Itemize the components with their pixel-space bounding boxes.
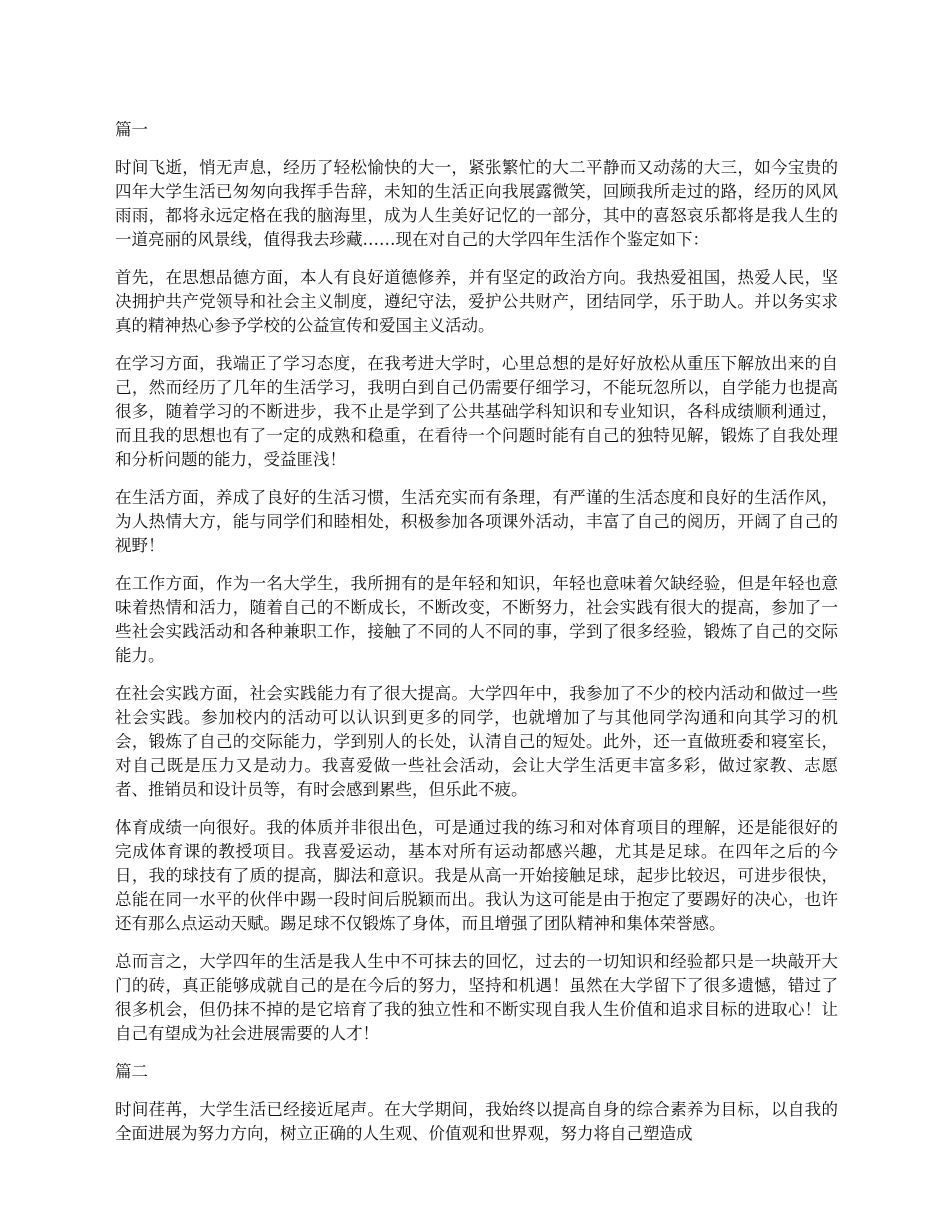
paragraph-summary: 总而言之，大学四年的生活是我人生中不可抹去的回忆，过去的一切知识和经验都只是一块敲开大门的砖，真正能够成就自己的是在今后的努力，坚持和机遇！虽然在大学留下了很多遗憾，错过了很多机会，但仍抹不掉的是它培育了我的独立性和不断实现自我人生价值和追求目标的进取心！让自己有望成为社会进展需要的人才！: [115, 952, 838, 1043]
paragraph-morality: 首先，在思想品德方面，本人有良好道德修养，并有坚定的政治方向。我热爱祖国，热爱人民，坚决拥护共产党领导和社会主义制度，遵纪守法，爱护公共财产，团结同学，乐于助人。并以务实求真的精神热心参予学校的公益宣传和爱国主义活动。: [115, 268, 838, 335]
section-title: 篇二: [115, 1062, 148, 1081]
paragraph-social-practice: 在社会实践方面，社会实践能力有了很大提高。大学四年中，我参加了不少的校内活动和做过一些社会实践。参加校内的活动可以认识到更多的同学，也就增加了与其他同学沟通和向其学习的机会，锻炼了自己的交际能力，学到别人的长处，认清自己的短处。此外，还一直做班委和寝室长，对自己既是压力又是动力。我喜爱做一些社会活动，会让大学生活更丰富多彩，做过家教、志愿者、推销员和设计员等，有时会感到累些，但乐此不疲。: [115, 684, 838, 799]
paragraph-sports: 体育成绩一向很好。我的体质并非很出色，可是通过我的练习和对体育项目的理解，还是能很好的完成体育课的教授项目。我喜爱运动，基本对所有运动都感兴趣，尤其是足球。在四年之后的今日，我的球技有了质的提高，脚法和意识。我是从高一开始接触足球，起步比较迟，可进步很快，总能在同一水平的伙伴中踢一段时间后脱颖而出。我认为这可能是由于抱定了要踢好的决心，也许还有那么点运动天赋。踢足球不仅锻炼了身体，而且增强了团队精神和集体荣誉感。: [115, 818, 838, 933]
paragraph-intro: 时间飞逝，悄无声息，经历了轻松愉快的大一，紧张繁忙的大二平静而又动荡的大三，如今宝贵的四年大学生活已匆匆向我挥手告辞，未知的生活正向我展露微笑，回顾我所走过的路，经历的风风雨雨，都将永远定格在我的脑海里，成为人生美好记忆的一部分，其中的喜怒哀乐都将是我人生的一道亮丽的风景线，值得我去珍藏……现在对自己的大学四年生活作个鉴定如下：: [115, 158, 838, 249]
paragraph-work: 在工作方面，作为一名大学生，我所拥有的是年轻和知识，年轻也意味着欠缺经验，但是年轻也意味着热情和活力，随着自己的不断成长，不断改变，不断努力，社会实践有很大的提高，参加了一些社会实践活动和各种兼职工作，接触了不同的人不同的事，学到了很多经验，锻炼了自己的交际能力。: [115, 574, 838, 665]
section-title: 篇一: [115, 120, 148, 139]
paragraph-intro-2: 时间荏苒，大学生活已经接近尾声。在大学期间，我始终以提高自身的综合素养为目标，以自我的全面进展为努力方向，树立正确的人生观、价值观和世界观，努力将自己塑造成: [115, 1100, 838, 1143]
paragraph-study: 在学习方面，我端正了学习态度，在我考进大学时，心里总想的是好好放松从重压下解放出来的自己，然而经历了几年的生活学习，我明白到自己仍需要仔细学习，不能玩忽所以，自学能力也提高很多，随着学习的不断进步，我不止是学到了公共基础学科知识和专业知识，各科成绩顺利通过，而且我的思想也有了一定的成熟和稳重，在看待一个问题时能有自己的独特见解，锻炼了自我处理和分析问题的能力，受益匪浅！: [115, 354, 838, 469]
paragraph-life: 在生活方面，养成了良好的生活习惯，生活充实而有条理，有严谨的生活态度和良好的生活作风，为人热情大方，能与同学们和睦相处，积极参加各项课外活动，丰富了自己的阅历，开阔了自己的视野！: [115, 488, 838, 555]
